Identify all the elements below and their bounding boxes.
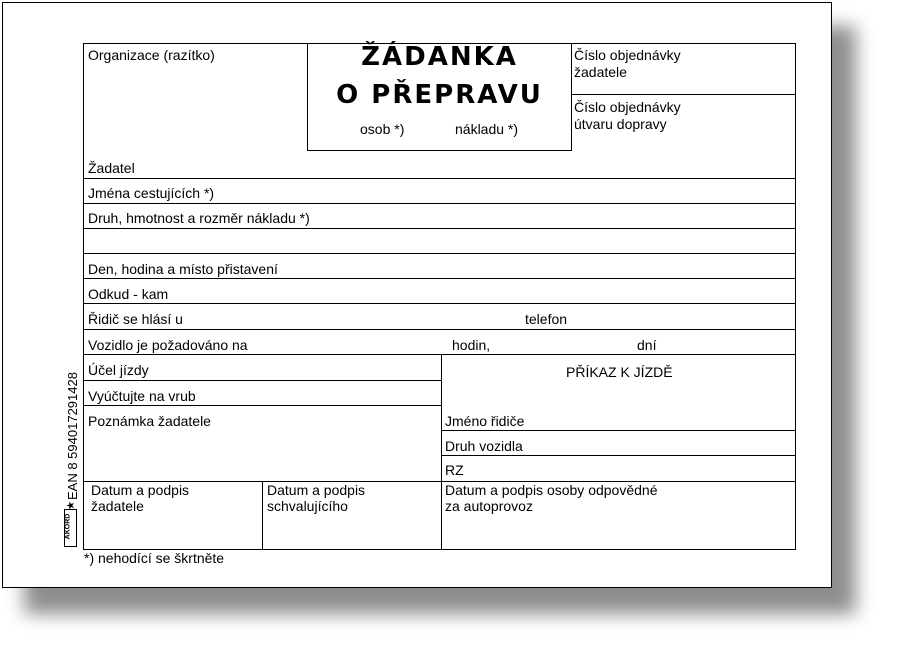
purpose-label: Účel jízdy xyxy=(88,362,149,378)
plate-label: RZ xyxy=(445,462,464,478)
route-label: Odkud - kam xyxy=(88,286,169,302)
organization-label: Organizace (razítko) xyxy=(88,47,215,63)
row-line xyxy=(441,430,795,431)
cargo-type-label: Druh, hmotnost a rozměr nákladu *) xyxy=(88,210,310,226)
hours-label: hodin, xyxy=(452,337,491,353)
footnote: *) nehodící se škrtněte xyxy=(84,550,225,566)
passenger-names-label: Jména cestujících *) xyxy=(88,185,215,201)
signature-row-line xyxy=(83,481,795,482)
billing-label: Vyúčtujte na vrub xyxy=(88,388,196,404)
sign-approver-label-2: schvalujícího xyxy=(267,498,348,514)
order-number-transport-label-2: útvaru dopravy xyxy=(574,116,667,132)
option-persons: osob *) xyxy=(360,121,405,137)
signature-divider xyxy=(262,481,263,549)
requester-note-label: Poznámka žadatele xyxy=(88,413,211,429)
pickup-label: Den, hodina a místo přistavení xyxy=(88,261,278,277)
row-line xyxy=(83,380,441,381)
row-line xyxy=(83,303,795,304)
option-cargo: nákladu *) xyxy=(455,121,519,137)
row-line xyxy=(441,455,795,456)
row-line xyxy=(83,329,795,330)
star-icon: ★ xyxy=(65,501,76,510)
row-line xyxy=(83,178,795,179)
form-title-line1: ŽÁDANKA xyxy=(361,42,518,72)
order-number-requester-label-2: žadatele xyxy=(574,64,627,80)
brand-label: AKORD xyxy=(64,513,72,540)
row-line xyxy=(83,405,441,406)
driver-reports-label: Řidič se hlásí u xyxy=(88,311,183,327)
row-line xyxy=(83,253,795,254)
row-line xyxy=(83,278,795,279)
row-line xyxy=(83,354,795,355)
driver-name-label: Jméno řidiče xyxy=(445,413,525,429)
days-label: dní xyxy=(637,337,657,353)
sign-requester-label-1: Datum a podpis xyxy=(91,482,190,498)
ean-code: EAN 8 594017291428 xyxy=(65,372,80,500)
akord-logo xyxy=(64,501,77,547)
vehicle-type-label: Druh vozidla xyxy=(445,438,523,454)
sign-requester-label-2: žadatele xyxy=(91,498,144,514)
sign-operator-label-2: za autoprovoz xyxy=(445,498,533,514)
phone-label: telefon xyxy=(525,311,568,327)
row-line xyxy=(83,228,795,229)
form-title-line2: O PŘEPRAVU xyxy=(336,80,543,110)
header-divider xyxy=(571,94,795,95)
requester-label: Žadatel xyxy=(88,160,135,176)
order-number-transport-label-1: Číslo objednávky xyxy=(574,99,681,115)
sign-operator-label-1: Datum a podpis osoby odpovědné xyxy=(445,482,658,498)
order-number-requester-label-1: Číslo objednávky xyxy=(574,47,681,63)
drive-order-heading: PŘÍKAZ K JÍZDĚ xyxy=(566,364,673,380)
row-line xyxy=(83,203,795,204)
center-vertical-divider xyxy=(441,354,442,549)
vehicle-required-label: Vozidlo je požadováno na xyxy=(88,337,248,353)
sign-approver-label-1: Datum a podpis xyxy=(267,482,366,498)
